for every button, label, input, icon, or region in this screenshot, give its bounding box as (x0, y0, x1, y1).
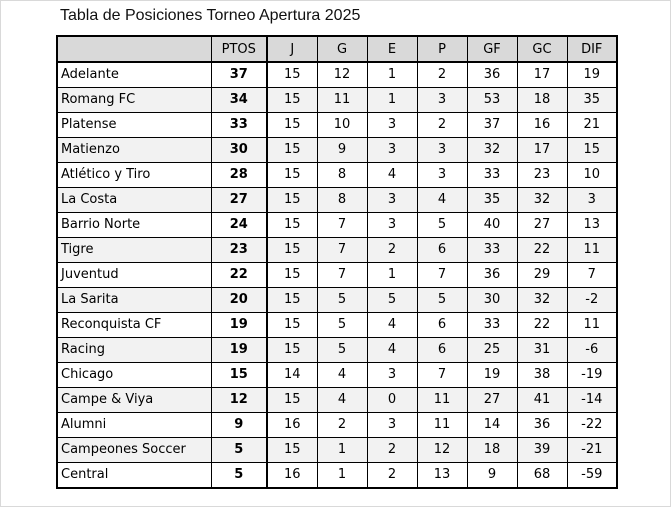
cell-pts: 5 (211, 463, 267, 489)
cell-gc: 39 (517, 438, 567, 463)
cell-gc: 32 (517, 288, 567, 313)
cell-gf: 25 (467, 338, 517, 363)
cell-team: Adelante (57, 62, 211, 88)
cell-team: Alumni (57, 413, 211, 438)
cell-e: 4 (367, 338, 417, 363)
cell-dif: 35 (567, 88, 617, 113)
cell-e: 3 (367, 138, 417, 163)
cell-p: 3 (417, 88, 467, 113)
cell-team: Racing (57, 338, 211, 363)
cell-team: Campeones Soccer (57, 438, 211, 463)
cell-e: 3 (367, 413, 417, 438)
cell-dif: 3 (567, 188, 617, 213)
cell-dif: 10 (567, 163, 617, 188)
table-row (57, 213, 617, 238)
table-row (57, 338, 617, 363)
cell-dif: -21 (567, 438, 617, 463)
cell-g: 8 (317, 188, 367, 213)
cell-dif: -19 (567, 363, 617, 388)
cell-p: 3 (417, 163, 467, 188)
table-row (57, 88, 617, 113)
cell-gc: 16 (517, 113, 567, 138)
page-title: Tabla de Posiciones Torneo Apertura 2025 (60, 7, 361, 24)
cell-g: 5 (317, 338, 367, 363)
cell-p: 13 (417, 463, 467, 489)
header-team (57, 36, 211, 62)
cell-p: 6 (417, 238, 467, 263)
cell-g: 1 (317, 463, 367, 489)
cell-dif: 11 (567, 313, 617, 338)
cell-gf: 53 (467, 88, 517, 113)
header-e: E (367, 36, 417, 62)
cell-p: 6 (417, 313, 467, 338)
cell-team: Campe & Viya (57, 388, 211, 413)
cell-e: 3 (367, 113, 417, 138)
table-row (57, 188, 617, 213)
cell-team: Juventud (57, 263, 211, 288)
cell-team: Tigre (57, 238, 211, 263)
cell-gf: 9 (467, 463, 517, 489)
cell-e: 1 (367, 88, 417, 113)
cell-g: 7 (317, 263, 367, 288)
cell-team: Reconquista CF (57, 313, 211, 338)
table-row (57, 163, 617, 188)
cell-p: 4 (417, 188, 467, 213)
cell-j: 15 (267, 438, 317, 463)
cell-e: 1 (367, 62, 417, 88)
cell-gc: 38 (517, 363, 567, 388)
table-row (57, 463, 617, 489)
cell-p: 2 (417, 62, 467, 88)
cell-pts: 15 (211, 363, 267, 388)
table-row (57, 62, 617, 88)
cell-e: 4 (367, 163, 417, 188)
cell-p: 12 (417, 438, 467, 463)
cell-p: 11 (417, 413, 467, 438)
cell-gf: 33 (467, 238, 517, 263)
table-header-row (57, 36, 617, 62)
cell-pts: 23 (211, 238, 267, 263)
cell-dif: 21 (567, 113, 617, 138)
cell-g: 11 (317, 88, 367, 113)
cell-team: Central (57, 463, 211, 489)
cell-dif: -22 (567, 413, 617, 438)
cell-dif: -2 (567, 288, 617, 313)
header-dif: DIF (567, 36, 617, 62)
table-row (57, 238, 617, 263)
cell-dif: 15 (567, 138, 617, 163)
cell-e: 0 (367, 388, 417, 413)
cell-p: 7 (417, 263, 467, 288)
table-row (57, 388, 617, 413)
cell-j: 15 (267, 338, 317, 363)
cell-gc: 32 (517, 188, 567, 213)
cell-g: 1 (317, 438, 367, 463)
cell-e: 3 (367, 188, 417, 213)
cell-p: 5 (417, 288, 467, 313)
cell-j: 15 (267, 263, 317, 288)
cell-team: Matienzo (57, 138, 211, 163)
cell-dif: -59 (567, 463, 617, 489)
standings-table (56, 35, 618, 489)
header-p: P (417, 36, 467, 62)
cell-gf: 18 (467, 438, 517, 463)
cell-pts: 12 (211, 388, 267, 413)
header-pts: PTOS (211, 36, 267, 62)
cell-j: 16 (267, 413, 317, 438)
header-j: J (267, 36, 317, 62)
cell-gf: 33 (467, 313, 517, 338)
cell-g: 4 (317, 388, 367, 413)
cell-g: 8 (317, 163, 367, 188)
cell-pts: 37 (211, 62, 267, 88)
cell-pts: 30 (211, 138, 267, 163)
cell-pts: 9 (211, 413, 267, 438)
cell-gf: 33 (467, 163, 517, 188)
cell-j: 15 (267, 213, 317, 238)
cell-dif: -6 (567, 338, 617, 363)
cell-gf: 14 (467, 413, 517, 438)
cell-j: 15 (267, 388, 317, 413)
cell-gc: 68 (517, 463, 567, 489)
cell-gf: 35 (467, 188, 517, 213)
cell-j: 15 (267, 163, 317, 188)
cell-team: Platense (57, 113, 211, 138)
cell-g: 7 (317, 238, 367, 263)
cell-j: 16 (267, 463, 317, 489)
cell-p: 11 (417, 388, 467, 413)
cell-p: 6 (417, 338, 467, 363)
header-gc: GC (517, 36, 567, 62)
table-row (57, 138, 617, 163)
cell-gc: 23 (517, 163, 567, 188)
table-row (57, 263, 617, 288)
cell-pts: 22 (211, 263, 267, 288)
cell-pts: 28 (211, 163, 267, 188)
table-row (57, 113, 617, 138)
cell-dif: 19 (567, 62, 617, 88)
cell-e: 3 (367, 363, 417, 388)
cell-g: 4 (317, 363, 367, 388)
cell-team: Chicago (57, 363, 211, 388)
cell-pts: 19 (211, 313, 267, 338)
cell-team: La Costa (57, 188, 211, 213)
header-g: G (317, 36, 367, 62)
cell-e: 4 (367, 313, 417, 338)
cell-g: 7 (317, 213, 367, 238)
cell-e: 3 (367, 213, 417, 238)
header-gf: GF (467, 36, 517, 62)
cell-j: 14 (267, 363, 317, 388)
cell-j: 15 (267, 288, 317, 313)
cell-pts: 24 (211, 213, 267, 238)
cell-dif: 7 (567, 263, 617, 288)
cell-j: 15 (267, 62, 317, 88)
cell-gf: 30 (467, 288, 517, 313)
cell-gc: 41 (517, 388, 567, 413)
cell-dif: 13 (567, 213, 617, 238)
cell-j: 15 (267, 238, 317, 263)
cell-j: 15 (267, 88, 317, 113)
cell-gc: 17 (517, 62, 567, 88)
cell-gc: 18 (517, 88, 567, 113)
cell-e: 2 (367, 438, 417, 463)
cell-pts: 33 (211, 113, 267, 138)
cell-team: Barrio Norte (57, 213, 211, 238)
cell-gf: 40 (467, 213, 517, 238)
cell-e: 2 (367, 238, 417, 263)
cell-gf: 36 (467, 263, 517, 288)
table-row (57, 363, 617, 388)
cell-p: 2 (417, 113, 467, 138)
cell-e: 2 (367, 463, 417, 489)
table-row (57, 313, 617, 338)
cell-g: 9 (317, 138, 367, 163)
cell-gf: 19 (467, 363, 517, 388)
cell-p: 5 (417, 213, 467, 238)
cell-g: 5 (317, 288, 367, 313)
cell-gc: 29 (517, 263, 567, 288)
cell-team: Atlético y Tiro (57, 163, 211, 188)
cell-gc: 17 (517, 138, 567, 163)
cell-pts: 27 (211, 188, 267, 213)
cell-g: 2 (317, 413, 367, 438)
cell-j: 15 (267, 313, 317, 338)
cell-pts: 34 (211, 88, 267, 113)
cell-gf: 27 (467, 388, 517, 413)
cell-pts: 19 (211, 338, 267, 363)
cell-gf: 37 (467, 113, 517, 138)
cell-j: 15 (267, 138, 317, 163)
cell-gf: 36 (467, 62, 517, 88)
cell-gc: 22 (517, 313, 567, 338)
cell-gf: 32 (467, 138, 517, 163)
cell-gc: 22 (517, 238, 567, 263)
cell-dif: -14 (567, 388, 617, 413)
table-row (57, 438, 617, 463)
cell-pts: 5 (211, 438, 267, 463)
cell-team: La Sarita (57, 288, 211, 313)
cell-j: 15 (267, 188, 317, 213)
cell-gc: 27 (517, 213, 567, 238)
cell-e: 5 (367, 288, 417, 313)
table-row (57, 413, 617, 438)
table-row (57, 288, 617, 313)
cell-p: 3 (417, 138, 467, 163)
cell-j: 15 (267, 113, 317, 138)
cell-g: 5 (317, 313, 367, 338)
cell-g: 10 (317, 113, 367, 138)
cell-g: 12 (317, 62, 367, 88)
cell-gc: 31 (517, 338, 567, 363)
cell-dif: 11 (567, 238, 617, 263)
cell-gc: 36 (517, 413, 567, 438)
cell-pts: 20 (211, 288, 267, 313)
cell-p: 7 (417, 363, 467, 388)
cell-e: 1 (367, 263, 417, 288)
cell-team: Romang FC (57, 88, 211, 113)
